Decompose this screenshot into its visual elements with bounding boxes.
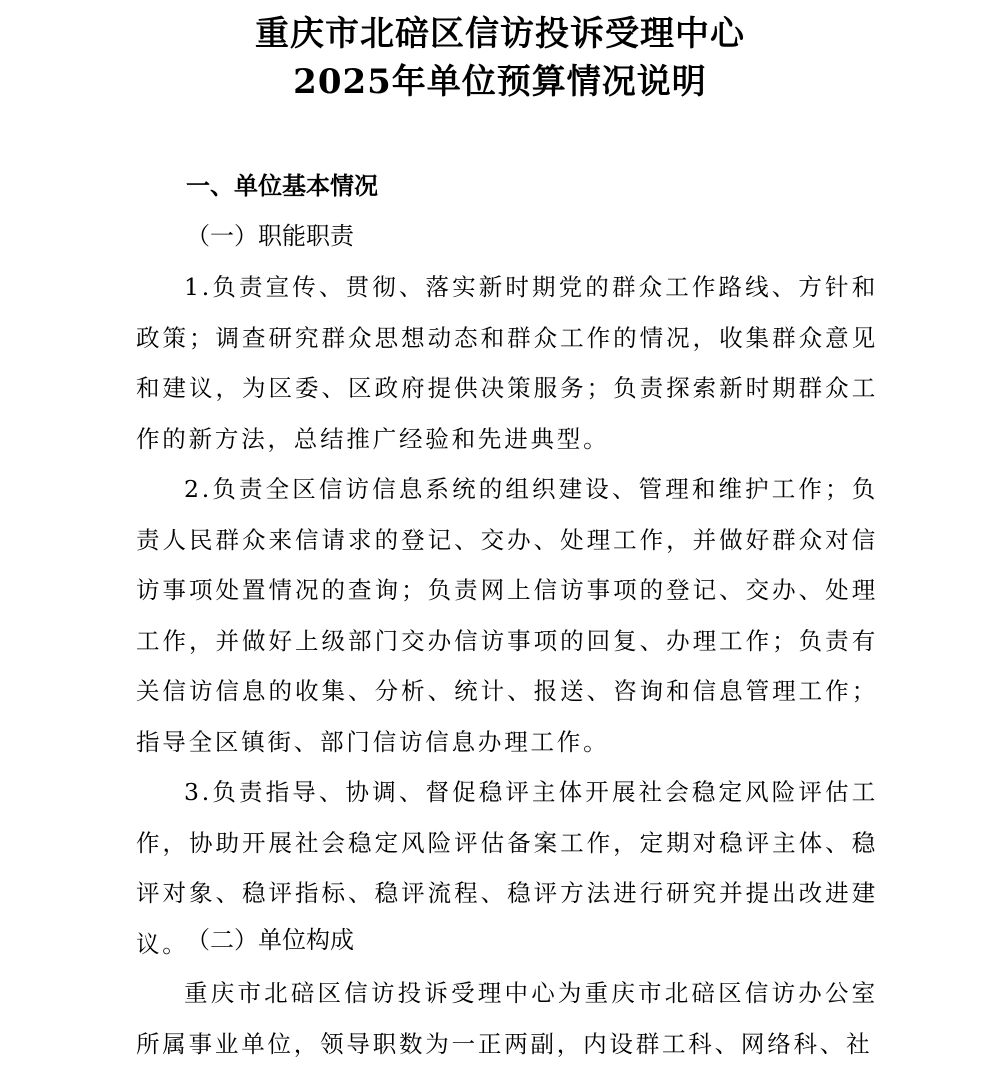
subsection-heading-duties: （一）职能职责 (186, 222, 354, 250)
paragraph-duty-1: 1.负责宣传、贯彻、落实新时期党的群众工作路线、方针和政策；调查研究群众思想动态和群众工作的情况，收集群众意见和建议，为区委、区政府提供决策服务；负责探索新时期群众工作的新方法，总结推广经验和先进典型。 (136, 273, 878, 453)
paragraph-composition: 重庆市北碚区信访投诉受理中心为重庆市北碚区信访办公室所属事业单位，领导职数为一正两副，内设群工科、网络科、社 (136, 979, 878, 1058)
paragraph-duty-2: 2.负责全区信访信息系统的组织建设、管理和维护工作；负责人民群众来信请求的登记、交办、处理工作，并做好群众对信访事项处置情况的查询；负责网上信访事项的登记、交办、处理工作，并做好上级部门交办信访事项的回复、办理工作；负责有关信访信息的收集、分析、统计、报送、咨询和信息管理工作；指导全区镇街、部门信访信息办理工作。 (136, 475, 878, 756)
section-heading-basic-info: 一、单位基本情况 (186, 171, 378, 200)
subsection-heading-composition: （二）单位构成 (186, 926, 354, 954)
paragraph-duty-3: 3.负责指导、协调、督促稳评主体开展社会稳定风险评估工作，协助开展社会稳定风险评估备案工作，定期对稳评主体、稳评对象、稳评指标、稳评流程、稳评方法进行研究并提出改进建议。 (136, 778, 878, 958)
document-title-line-2: 2025年单位预算情况说明 (293, 62, 707, 102)
document-title-line-1: 重庆市北碚区信访投诉受理中心 (255, 14, 745, 54)
